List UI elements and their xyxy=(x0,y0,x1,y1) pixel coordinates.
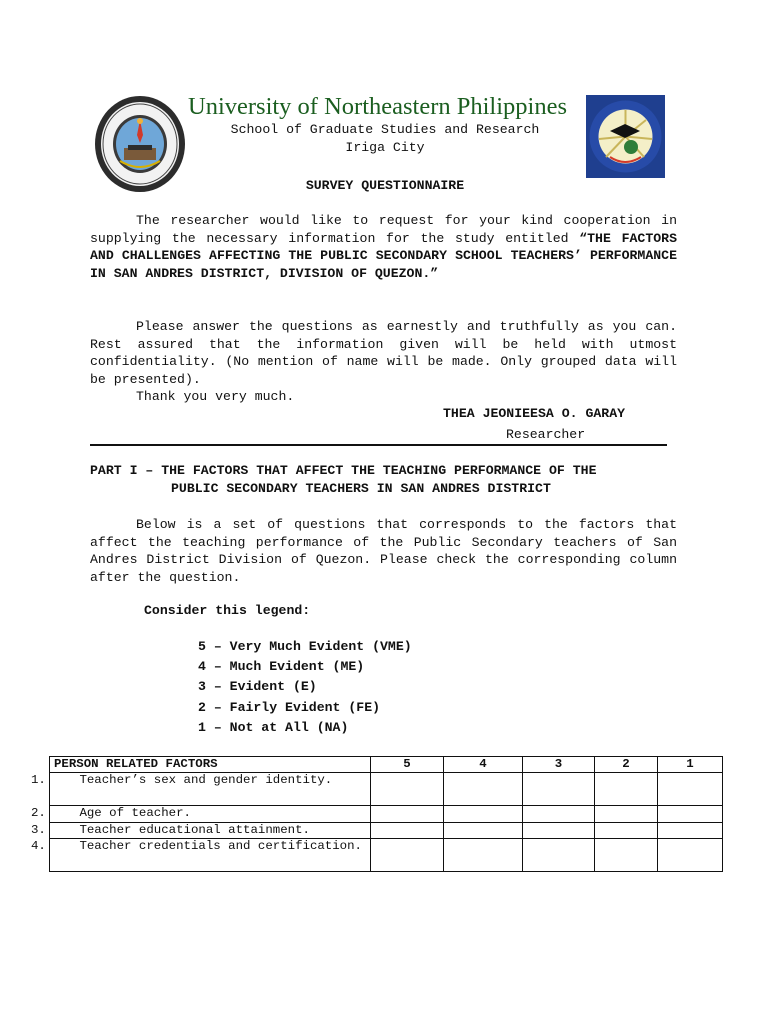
document-title: SURVEY QUESTIONNAIRE xyxy=(305,178,465,193)
intro-text: The researcher would like to request for your kind cooperation in supplying the necessary information for the study entitled xyxy=(90,213,677,246)
instructions-text: Please answer the questions as earnestly and truthfully as you can. Rest assured that the information given will be held with utmost confidentiality. (No mention of name will be made. Only grouped data will be presented). xyxy=(90,319,677,387)
intro-paragraph xyxy=(90,212,677,282)
legend-item-1: 1 – Not at All (NA) xyxy=(198,719,349,735)
question-text: Age of teacher. xyxy=(79,806,191,820)
university-name: University of Northeastern Philippines xyxy=(188,93,568,120)
rating-cell-1[interactable] xyxy=(658,822,723,839)
rating-cell-3[interactable] xyxy=(523,806,595,823)
rating-cell-1[interactable] xyxy=(658,806,723,823)
legend-item-4: 4 – Much Evident (ME) xyxy=(198,659,365,675)
divider-line xyxy=(90,444,667,446)
question-number: 1. xyxy=(31,773,46,787)
column-header-5: 5 xyxy=(371,757,444,773)
person-related-factors-table xyxy=(31,756,723,872)
rating-cell-1[interactable] xyxy=(658,839,723,872)
rating-cell-4[interactable] xyxy=(444,822,523,839)
legend-item-5: 5 – Very Much Evident (VME) xyxy=(198,639,412,654)
rating-cell-5[interactable] xyxy=(371,806,444,823)
rating-cell-5[interactable] xyxy=(371,773,444,806)
part1-heading-line2: PUBLIC SECONDARY TEACHERS IN SAN ANDRES DISTRICT xyxy=(171,481,551,496)
graduate-studies-logo xyxy=(586,95,665,178)
question-cell xyxy=(31,839,371,872)
rating-cell-4[interactable] xyxy=(444,773,523,806)
study-title: “THE FACTORS AND CHALLENGES AFFECTING THE PUBLIC SECONDARY SCHOOL TEACHERS’ PERFORMANCE IN SAN ANDRES DISTRICT, DIVISION OF QUEZON.” xyxy=(90,230,677,281)
city-name: Iriga City xyxy=(345,140,425,155)
question-text: Teacher educational attainment. xyxy=(79,822,310,837)
column-header-4: 4 xyxy=(444,757,523,773)
table-header-label: PERSON RELATED FACTORS xyxy=(50,757,371,773)
rating-cell-2[interactable] xyxy=(595,822,658,839)
part1-heading-line1: PART I – THE FACTORS THAT AFFECT THE TEACHING PERFORMANCE OF THE xyxy=(90,463,597,478)
question-number: 3. xyxy=(31,822,46,837)
question-cell xyxy=(31,773,371,806)
table-row xyxy=(50,773,723,806)
rating-cell-4[interactable] xyxy=(444,839,523,872)
table-row xyxy=(50,806,723,823)
school-name: School of Graduate Studies and Research xyxy=(230,122,540,137)
legend-item-3: 3 – Evident (E) xyxy=(198,679,317,695)
rating-cell-2[interactable] xyxy=(595,773,658,806)
part1-description xyxy=(90,516,677,586)
legend-item-2: 2 – Fairly Evident (FE) xyxy=(198,699,381,715)
question-cell xyxy=(31,806,371,823)
table-row xyxy=(50,839,723,872)
rating-cell-2[interactable] xyxy=(595,806,658,823)
rating-cell-4[interactable] xyxy=(444,806,523,823)
rating-cell-3[interactable] xyxy=(523,773,595,806)
university-seal-logo xyxy=(94,95,186,193)
rating-cell-5[interactable] xyxy=(371,822,444,839)
researcher-name: THEA JEONIEESA O. GARAY xyxy=(443,406,626,421)
rating-cell-1[interactable] xyxy=(658,773,723,806)
column-header-1: 1 xyxy=(658,757,723,773)
legend-intro: Consider this legend: xyxy=(144,603,311,618)
rating-cell-3[interactable] xyxy=(523,839,595,872)
question-cell xyxy=(31,822,371,839)
rating-cell-2[interactable] xyxy=(595,839,658,872)
question-number: 4. xyxy=(31,839,46,853)
instructions-paragraph xyxy=(90,318,677,406)
column-header-3: 3 xyxy=(523,757,595,773)
rating-cell-3[interactable] xyxy=(523,822,595,839)
researcher-role: Researcher xyxy=(506,427,586,442)
rating-cell-5[interactable] xyxy=(371,839,444,872)
question-text: Teacher’s sex and gender identity. xyxy=(79,773,333,787)
column-header-2: 2 xyxy=(595,757,658,773)
table-row xyxy=(50,822,723,839)
part1-description-text: Below is a set of questions that corresponds to the factors that affect the teaching performance of the Public Secondary teachers of San Andres District Division of Quezon. Please check the corresponding column after the question. xyxy=(90,517,677,585)
question-text: Teacher credentials and certification. xyxy=(79,839,362,853)
thanks-text: Thank you very much. xyxy=(136,389,295,405)
table-header-row xyxy=(50,757,723,773)
legend-list xyxy=(198,637,412,738)
question-number: 2. xyxy=(31,806,46,820)
